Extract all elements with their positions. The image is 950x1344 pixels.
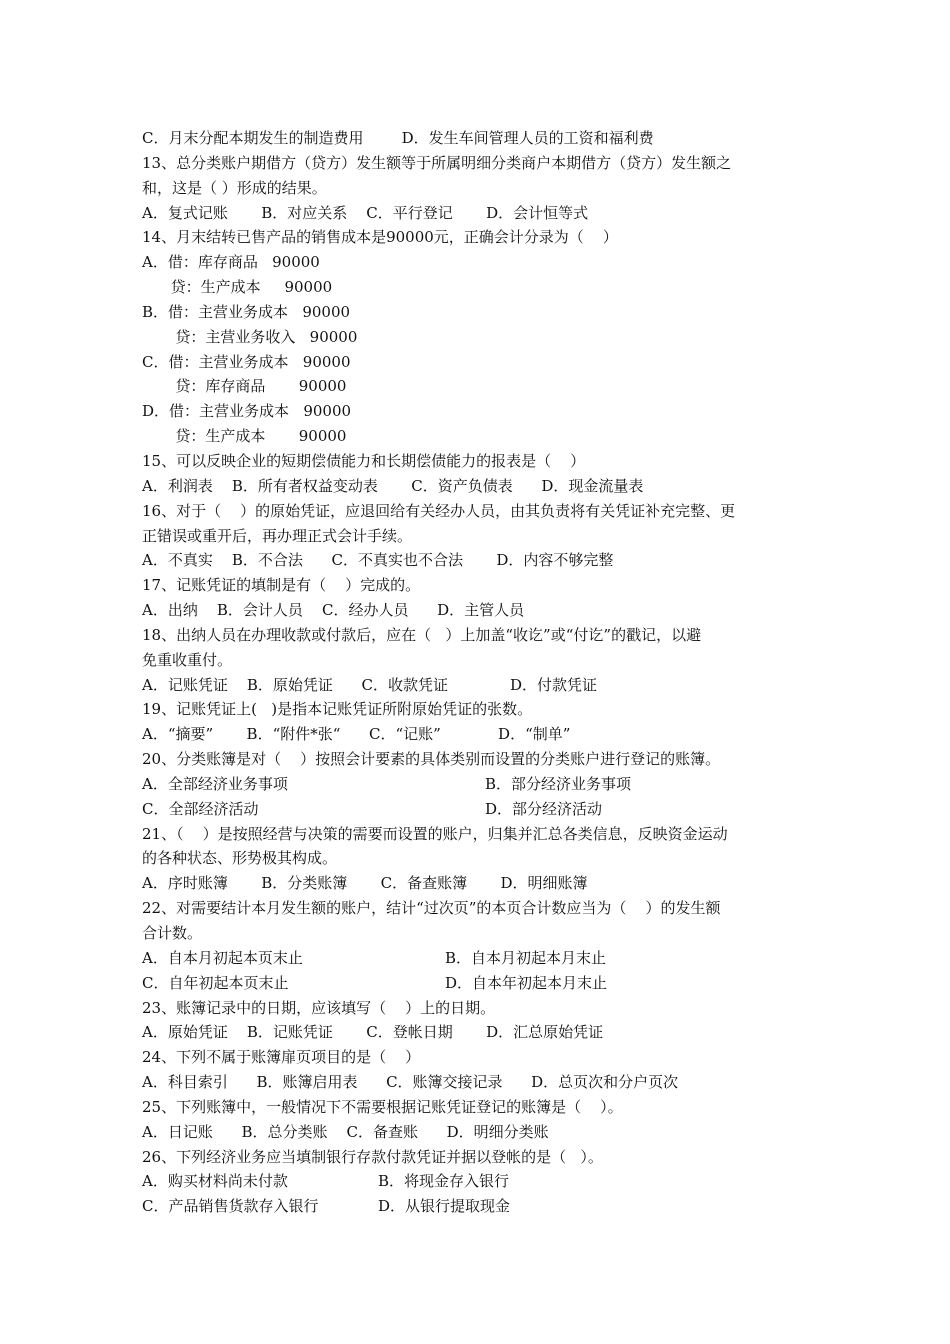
text-line: 18、出纳人员在办理收款或付款后，应在（ ）上加盖“收讫”或“付讫”的戳记，以避 <box>142 625 702 644</box>
text-line: 24、下列不属于账簿扉页项目的是（ ） <box>142 1048 421 1067</box>
text-line: A．科目索引 B．账簿启用表 C．账簿交接记录 D．总页次和分户页次 <box>142 1073 679 1092</box>
text-line: 21、（ ）是按照经营与决策的需要而设置的账户，归集并汇总各类信息，反映资金运动 <box>142 824 728 843</box>
exam-questions <box>142 126 822 1219</box>
option-left: A．购买材料尚未付款 <box>142 1172 288 1191</box>
text-line: 23、账簿记录中的日期，应该填写（ ）上的日期。 <box>142 998 496 1017</box>
text-line: 贷：主营业务收入 90000 <box>142 327 358 346</box>
text-line: 合计数。 <box>142 924 203 942</box>
text-line: B．借：主营业务成本 90000 <box>142 302 351 321</box>
option-left: A．自本月初起本页末止 <box>142 948 303 967</box>
text-line: 22、对需要结计本月发生额的账户，结计“过次页”的本页合计数应当为（ ）的发生额 <box>142 899 721 918</box>
text-line: 贷：生产成本 90000 <box>142 278 333 297</box>
text-line: 16、对于（ ）的原始凭证，应退回给有关经办人员，由其负责将有关凭证补充完整、更 <box>142 501 736 520</box>
text-line: A．不真实 B．不合法 C．不真实也不合法 D．内容不够完整 <box>142 551 614 570</box>
option-left: A．全部经济业务事项 <box>142 774 288 793</box>
text-line <box>142 971 822 996</box>
option-right: B．自本月初起本月末止 <box>445 948 607 967</box>
text-line: D．借：主营业务成本 90000 <box>142 402 352 421</box>
text-line: C．借：主营业务成本 90000 <box>142 352 351 371</box>
text-line <box>142 1194 822 1219</box>
option-right: B．将现金存入银行 <box>378 1172 510 1191</box>
option-right: B．部分经济业务事项 <box>485 774 632 793</box>
option-right: D．自本年初起本月末止 <box>445 973 608 992</box>
text-line: 贷：生产成本 90000 <box>142 427 347 446</box>
text-line: A．记账凭证 B．原始凭证 C．收款凭证 D．付款凭证 <box>142 675 598 694</box>
text-line <box>142 797 822 822</box>
text-line: 贷：库存商品 90000 <box>142 377 347 396</box>
text-line: 26、下列经济业务应当填制银行存款付款凭证并据以登帐的是（ ）。 <box>142 1147 603 1166</box>
text-line <box>142 946 822 971</box>
option-left: C．产品销售货款存入银行 <box>142 1197 319 1216</box>
text-line: 17、记账凭证的填制是有（ ）完成的。 <box>142 576 421 595</box>
text-line <box>142 772 822 797</box>
text-line: C．月末分配本期发生的制造费用 D．发生车间管理人员的工资和福利费 <box>142 129 654 147</box>
text-line: 14、月末结转已售产品的销售成本是90000元，正确会计分录为（ ） <box>142 228 618 247</box>
option-left: C．自年初起本页末止 <box>142 973 289 992</box>
text-line: 和，这是（ ）形成的结果。 <box>142 178 327 197</box>
text-line: A．出纳 B．会计人员 C．经办人员 D．主管人员 <box>142 601 525 620</box>
text-line: A．利润表 B．所有者权益变动表 C．资产负债表 D．现金流量表 <box>142 476 644 495</box>
text-line: 20、分类账簿是对（ ）按照会计要素的具体类别而设置的分类账户进行登记的账簿。 <box>142 750 721 769</box>
text-line: 25、下列账簿中，一般情况下不需要根据记账凭证登记的账簿是（ ）。 <box>142 1097 623 1116</box>
text-line: 15、可以反映企业的短期偿债能力和长期偿债能力的报表是（ ） <box>142 451 586 470</box>
text-line: A．复式记账 B．对应关系 C．平行登记 D．会计恒等式 <box>142 203 589 222</box>
text-line: 的各种状态、形势极其构成。 <box>142 849 338 868</box>
text-line: 19、记账凭证上( )是指本记账凭证所附原始凭证的张数。 <box>142 700 533 719</box>
option-left: C．全部经济活动 <box>142 799 259 818</box>
text-line: A．原始凭证 B．记账凭证 C．登帐日期 D．汇总原始凭证 <box>142 1023 604 1042</box>
text-line: A．序时账簿 B．分类账簿 C．备查账簿 D．明细账簿 <box>142 874 588 893</box>
option-right: D．部分经济活动 <box>485 799 603 818</box>
text-line: 13、总分类账户期借方（贷方）发生额等于所属明细分类商户本期借方（贷方）发生额之 <box>142 153 732 172</box>
text-line: 正错误或重开后，再办理正式会计手续。 <box>142 526 413 545</box>
text-line: A．日记账 B．总分类账 C．备查账 D．明细分类账 <box>142 1122 549 1141</box>
text-line: A．“摘要” B．“附件*张“ C．“记账” D．“制单” <box>142 725 571 744</box>
text-line: A．借：库存商品 90000 <box>142 253 320 272</box>
text-line: 免重收重付。 <box>142 650 233 669</box>
text-line <box>142 1169 822 1194</box>
option-right: D．从银行提取现金 <box>378 1197 511 1216</box>
